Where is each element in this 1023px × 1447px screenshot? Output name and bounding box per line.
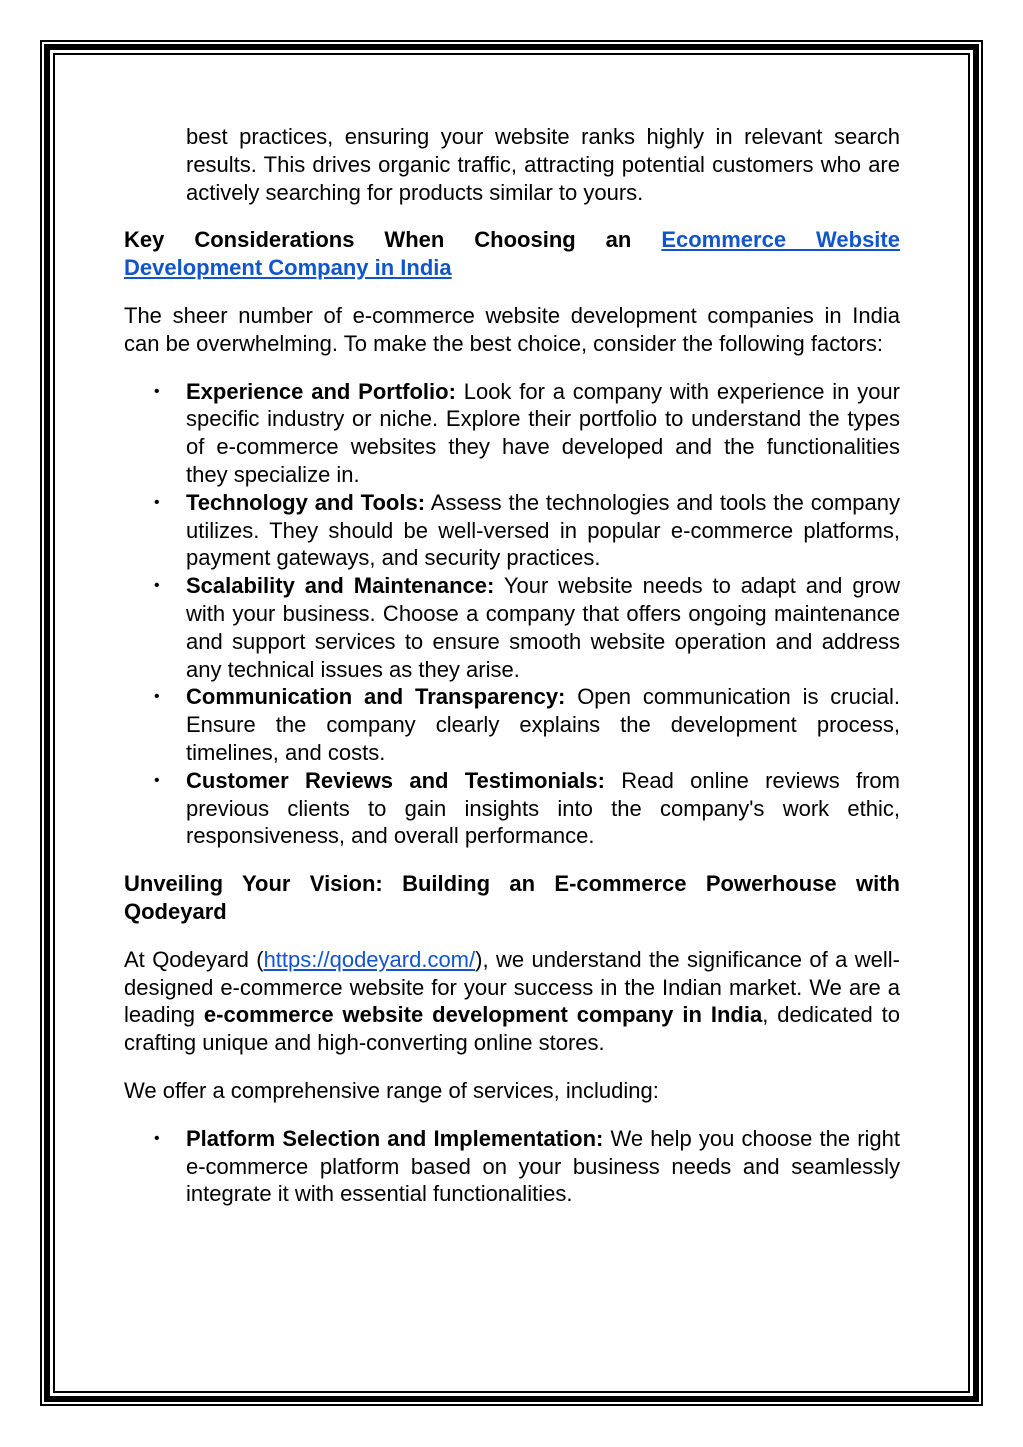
para1-text-c: , dedicated to crafting unique and high-converting online stores. [124,1002,900,1056]
list-item-text: Open communication is crucial. Ensure the company clearly explains the development process, timelines, and costs. [186,684,900,765]
bullet-icon: • [154,493,160,511]
section1-heading [124,226,900,282]
section2-paragraph1 [124,946,900,1057]
bullet-icon: • [154,688,160,706]
list-item [124,767,900,850]
list-item [124,489,900,572]
list-item-text: Look for a company with experience in your specific industry or niche. Explore their portfolio to understand the types of e-commerce websites they have developed and the functionalities they specialize in. [186,378,900,487]
section1-heading-text: Key Considerations When Choosing an [124,227,662,253]
bullet-icon: • [154,577,160,595]
list-item-title: Scalability and Maintenance: [186,573,495,599]
list-item-title: Communication and Transparency: [186,684,566,710]
bullet-icon: • [154,1129,160,1147]
list-item-title: Experience and Portfolio: [186,378,456,404]
intro-continuation: best practices, ensuring your website ranks highly in relevant search results. This drives organic traffic, attracting potential customers who are actively searching for products similar to yours. [186,124,900,205]
list-item-text: Assess the technologies and tools the company utilizes. They should be well-versed in popular e-commerce platforms, payment gateways, and security practices. [186,489,900,571]
list-item [124,572,900,683]
list-item-title: Platform Selection and Implementation: [186,1125,604,1151]
list-item-title: Technology and Tools: [186,489,426,515]
section2-paragraph2: We offer a comprehensive range of services, including: [124,1077,659,1103]
para1-bold-text: e-commerce website development company in India [203,1002,763,1028]
list-item-title: Customer Reviews and Testimonials: [186,767,605,793]
qodeyard-link[interactable]: https://qodeyard.com/ [263,946,476,972]
section1-list [124,378,900,851]
list-item [124,1125,900,1208]
section2-list [124,1125,900,1208]
para1-text-a: At Qodeyard ( [124,946,264,972]
para1-text-b: ), we understand the significance of a well-designed e-commerce website for your success in the Indian market. We are a leading [124,946,901,1028]
list-item [124,683,900,766]
bullet-icon: • [154,382,160,400]
section1-heading-link[interactable]: Ecommerce Website Development Company in India [124,227,900,281]
list-item-text: Your website needs to adapt and grow with your business. Choose a company that offers ongoing maintenance and support services to ensure smooth website operation and address any technical issues as they arise. [186,573,901,682]
section2-heading: Unveiling Your Vision: Building an E-commerce Powerhouse with Qodeyard [124,871,900,924]
bullet-icon: • [154,771,160,789]
list-item-text: Read online reviews from previous clients to gain insights into the company's work ethic, responsiveness, and overall performance. [186,767,900,849]
list-item-text: We help you choose the right e-commerce platform based on your business needs and seamlessly integrate it with essential functionalities. [186,1125,900,1207]
document-body [124,123,900,1208]
list-item [124,378,900,489]
section1-paragraph: The sheer number of e-commerce website development companies in India can be overwhelming. To make the best choice, consider the following factors: [124,302,900,356]
